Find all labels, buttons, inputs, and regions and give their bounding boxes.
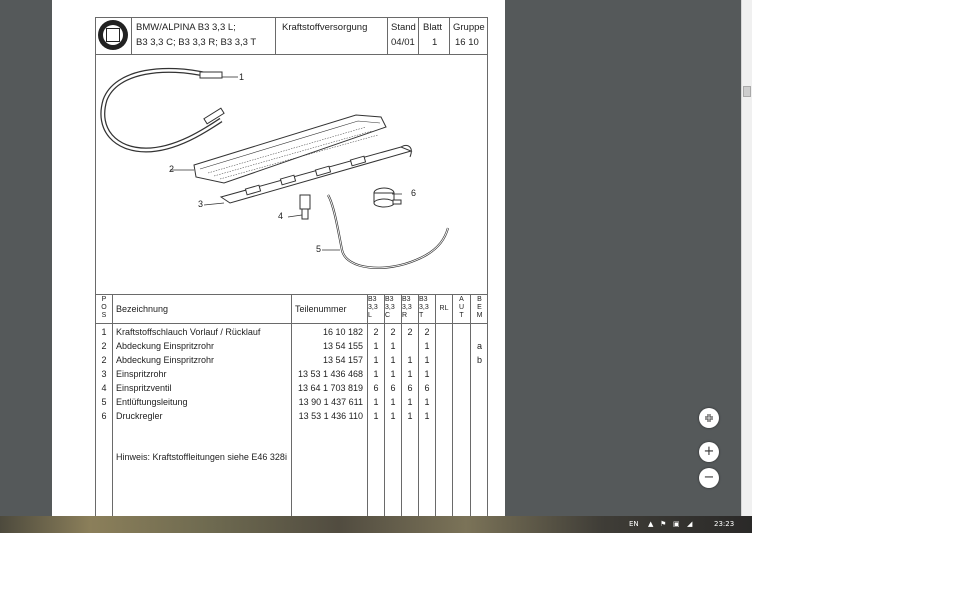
zoom-out-button[interactable]: − — [699, 468, 719, 488]
taskbar — [0, 516, 752, 533]
blatt-value: 1 — [432, 37, 438, 48]
row-qty-l: 1 — [373, 341, 379, 351]
header-col-line — [418, 17, 419, 54]
tray-chevron-icon[interactable]: ▲ — [648, 520, 654, 528]
col-teilenummer-header: Teilenummer — [295, 304, 347, 314]
model-line-1: BMW/ALPINA B3 3,3 L; — [136, 22, 236, 33]
row-qty-l: 1 — [373, 369, 379, 379]
row-qty-t: 1 — [424, 411, 430, 421]
col-b3r-header: B3 3,3 R — [402, 296, 412, 319]
row-qty-t: 6 — [424, 383, 430, 393]
blatt-label: Blatt — [423, 22, 443, 33]
brand-logo — [98, 20, 128, 50]
row-pos: 4 — [101, 383, 107, 393]
row-qty-t: 2 — [424, 327, 430, 337]
row-name: Kraftstoffschlauch Vorlauf / Rücklauf — [116, 327, 261, 337]
gruppe-value: 16 10 — [455, 37, 479, 48]
header-col-line — [387, 17, 388, 54]
row-qty-c: 1 — [390, 411, 396, 421]
row-qty-r: 2 — [407, 327, 413, 337]
row-qty-r: 1 — [407, 369, 413, 379]
row-name: Einspritzventil — [116, 383, 172, 393]
injector-drawing — [288, 195, 310, 219]
row-remark: a — [476, 341, 482, 351]
flag-icon[interactable]: ⚑ — [660, 520, 667, 528]
row-qty-r: 1 — [407, 397, 413, 407]
row-qty-c: 6 — [390, 383, 396, 393]
callout-5: 5 — [316, 244, 322, 254]
row-qty-c: 2 — [390, 327, 396, 337]
injector-cover-drawing — [170, 115, 386, 183]
row-part-number: 13 54 157 — [322, 355, 363, 365]
section-title: Kraftstoffversorgung — [282, 22, 368, 33]
clock[interactable]: 23:23 — [714, 520, 735, 528]
row-qty-t: 1 — [424, 341, 430, 351]
row-part-number: 13 90 1 437 611 — [298, 397, 363, 407]
row-name: Einspritzrohr — [116, 369, 167, 379]
header-col-line — [449, 17, 450, 54]
row-pos: 5 — [101, 397, 107, 407]
parts-exploded-drawing — [96, 55, 487, 293]
row-qty-l: 6 — [373, 383, 379, 393]
col-bem-header: B E M — [476, 296, 483, 319]
row-part-number: 13 54 155 — [322, 341, 363, 351]
row-qty-l: 1 — [373, 397, 379, 407]
row-pos: 2 — [101, 355, 107, 365]
fit-page-button[interactable] — [699, 408, 719, 428]
header-col-line — [131, 17, 132, 54]
row-qty-r: 1 — [407, 355, 413, 365]
volume-icon[interactable]: ◢ — [687, 520, 693, 528]
row-qty-l: 1 — [373, 411, 379, 421]
callout-3: 3 — [198, 199, 204, 209]
scrollbar-thumb[interactable] — [743, 86, 751, 97]
table-col-line — [470, 294, 471, 516]
row-qty-l: 2 — [373, 327, 379, 337]
row-qty-t: 1 — [424, 397, 430, 407]
table-col-line — [435, 294, 436, 516]
row-name: Druckregler — [116, 411, 163, 421]
col-b3t-header: B3 3,3 T — [419, 296, 429, 319]
col-b3l-header: B3 3,3 L — [368, 296, 378, 319]
row-part-number: 13 64 1 703 819 — [297, 383, 363, 393]
fuel-hose-drawing — [103, 70, 238, 150]
row-qty-r: 1 — [407, 411, 413, 421]
col-bezeichnung-header: Bezeichnung — [116, 304, 169, 314]
row-qty-c: 1 — [390, 369, 396, 379]
model-line-2: B3 3,3 C; B3 3,3 R; B3 3,3 T — [136, 37, 257, 48]
row-qty-l: 1 — [373, 355, 379, 365]
callout-6: 6 — [411, 188, 417, 198]
row-pos: 6 — [101, 411, 107, 421]
pressure-regulator-drawing — [374, 188, 402, 207]
table-col-line — [112, 294, 113, 516]
row-name: Abdeckung Einspritzrohr — [116, 355, 215, 365]
col-b3c-header: B3 3,3 C — [385, 296, 395, 319]
vertical-scrollbar[interactable] — [741, 0, 752, 516]
row-pos: 2 — [101, 341, 107, 351]
table-col-line — [452, 294, 453, 516]
row-pos: 3 — [101, 369, 107, 379]
zoom-in-button[interactable]: + — [699, 442, 719, 462]
gruppe-label: Gruppe — [453, 22, 485, 33]
row-name: Abdeckung Einspritzrohr — [116, 341, 215, 351]
callout-2: 2 — [169, 164, 175, 174]
row-name: Entlüftungsleitung — [116, 397, 188, 407]
fit-page-icon — [699, 408, 719, 428]
row-qty-c: 1 — [390, 341, 396, 351]
col-rl-header: RL — [439, 305, 449, 312]
stand-value: 04/01 — [391, 37, 415, 48]
callout-1: 1 — [239, 72, 245, 82]
row-pos: 1 — [101, 327, 107, 337]
row-part-number: 13 53 1 436 110 — [298, 411, 363, 421]
network-icon[interactable]: ▣ — [673, 520, 680, 528]
row-qty-t: 1 — [424, 355, 430, 365]
row-qty-t: 1 — [424, 369, 430, 379]
row-part-number: 13 53 1 436 468 — [297, 369, 363, 379]
row-part-number: 16 10 182 — [322, 327, 363, 337]
row-qty-c: 1 — [390, 397, 396, 407]
col-pos-header: P O S — [101, 296, 107, 319]
row-qty-c: 1 — [390, 355, 396, 365]
row-qty-r: 6 — [407, 383, 413, 393]
note-text: Hinweis: Kraftstoffleitungen siehe E46 328i — [116, 452, 287, 462]
header-col-line — [275, 17, 276, 54]
language-indicator[interactable]: EN — [629, 520, 639, 528]
col-aut-header: A U T — [458, 296, 465, 319]
row-remark: b — [476, 355, 482, 365]
stand-label: Stand — [391, 22, 416, 33]
callout-4: 4 — [278, 211, 284, 221]
